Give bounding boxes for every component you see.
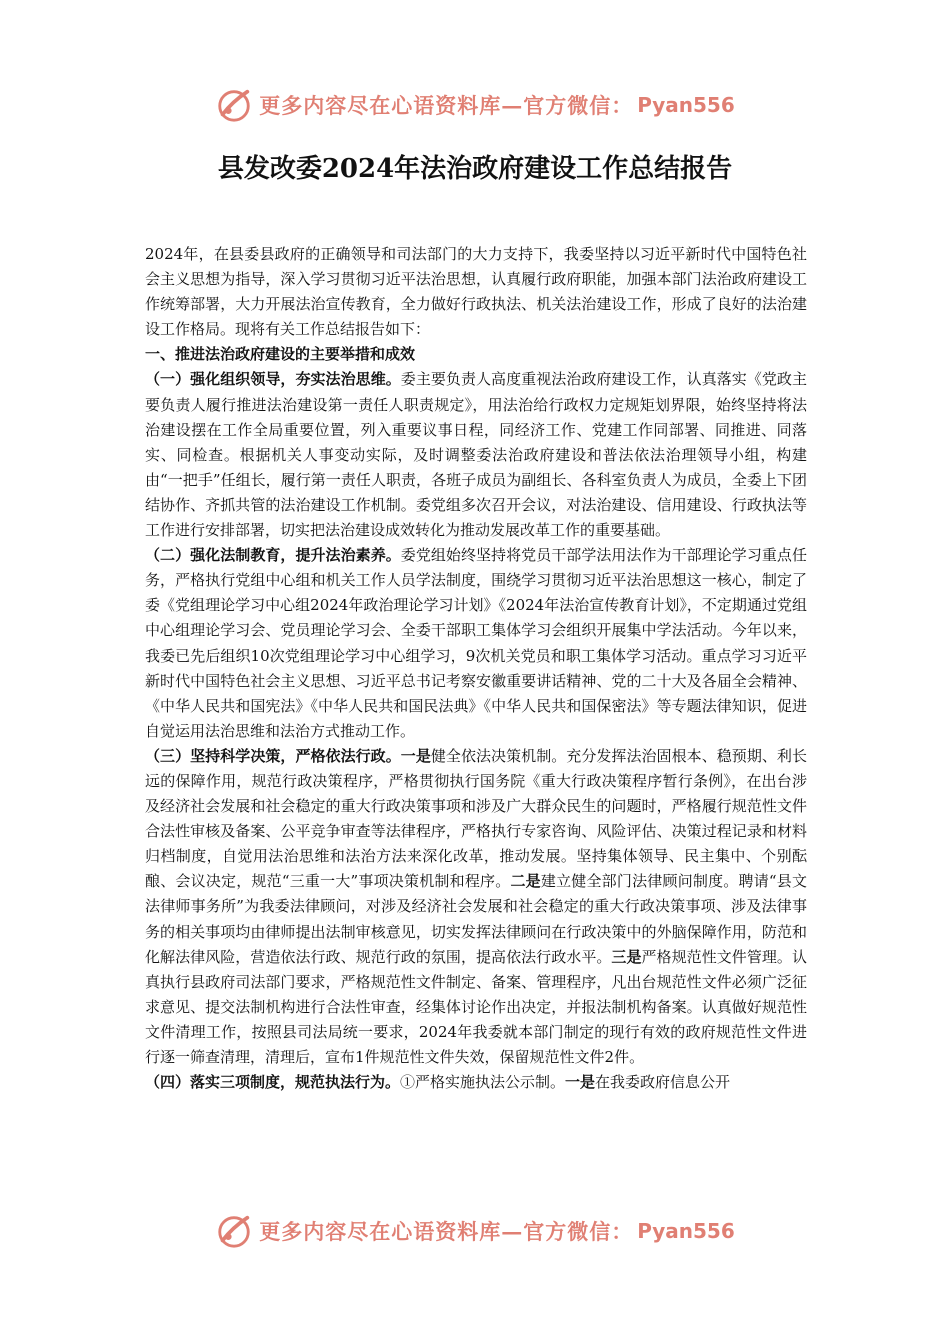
lead-marker: 三是 xyxy=(611,947,642,966)
lead-marker: 二是 xyxy=(510,872,541,891)
paragraph-education xyxy=(145,543,807,744)
section-heading-1: 一、推进法治政府建设的主要举措和成效 xyxy=(145,345,416,364)
brush-logo-icon xyxy=(215,1212,253,1250)
watermark-text: 更多内容尽在心语资料库—官方微信： xyxy=(259,93,634,118)
paragraph-decision xyxy=(145,744,807,1070)
paragraph-text: ①严格实施执法公示制。 xyxy=(400,1073,566,1092)
lead-marker: 一是 xyxy=(565,1073,596,1092)
paragraph-heading: （一）强化组织领导，夯实法治思维。 xyxy=(145,370,401,389)
intro-paragraph: 2024年，在县委县政府的正确领导和司法部门的大力支持下，我委坚持以习近平新时代中国特色社会主义思想为指导，深入学习贯彻习近平法治思想，认真履行政府职能，加强本部门法治政府建设工作统筹部署，大力开展法治宣传教育，全力做好行政执法、机关法治建设工作，形成了良好的法治建设工作格局。现将有关工作总结报告如下： xyxy=(145,245,807,339)
watermark-wechat-id: Pyan556 xyxy=(637,1219,735,1243)
paragraph-heading: （二）强化法制教育，提升法治素养。 xyxy=(145,546,401,565)
document-title: 县发改委2024年法治政府建设工作总结报告 xyxy=(217,154,733,184)
paragraph-text: 在我委政府信息公开 xyxy=(595,1073,731,1092)
paragraph-text: 健全依法决策机制。充分发挥法治固根本、稳预期、利长远的保障作用，规范行政决策程序，严格贯彻执行国务院《重大行政决策程序暂行条例》，在出台涉及经济社会发展和社会稳定的重大行政决策事项和涉及广大群众民生的问题时，严格履行规范性文件合法性审核及备案、公平竞争审查等法律程序，严格执行专家咨询、风险评估、决策过程记录和材料归档制度，自觉用法治思维和法治方法来深化改革，推动发展。坚持集体领导、民主集中、个别酝酿、会议决定，规范“三重一大”事项决策机制和程序。 xyxy=(145,746,807,891)
paragraph-text: 建立健全部门法律顾问制度。聘请“县文法律师事务所”为我委法律顾问，对涉及经济社会发展和社会稳定的重大行政决策事项、涉及法律事务的相关事项均由律师提出法制审核意见，切实发挥法律顾问在行政决策中的外脑保障作用，防范和化解法律风险，营造依法行政、规范行政的氛围，提高依法行政水平。 xyxy=(145,872,807,966)
paragraph-text: 委党组始终坚持将党员干部学法用法作为干部理论学习重点任务，严格执行党组中心组和机关工作人员学法制度，围绕学习贯彻习近平法治思想这一核心，制定了委《党组理论学习中心组2024年政治理论学习计划》《2024年法治宣传教育计划》，不定期通过党组中心组理论学习会、党员理论学习会、全委干部职工集体学习会组织开展集中学法活动。今年以来，我委已先后组织10次党组理论学习中心组学习，9次机关党员和职工集体学习活动。重点学习习近平新时代中国特色社会主义思想、习近平总书记考察安徽重要讲话精神、党的二十大及各届全会精神、《中华人民共和国宪法》《中华人民共和国民法典》《中华人民共和国保密法》等专题法律知识，促进自觉运用法治思维和法治方式推动工作。 xyxy=(145,546,807,740)
lead-marker: 一是 xyxy=(400,746,431,765)
watermark-text: 更多内容尽在心语资料库—官方微信： xyxy=(259,1219,634,1244)
watermark-banner-bottom xyxy=(0,1206,950,1256)
brush-logo-icon xyxy=(215,86,253,124)
paragraph-enforcement xyxy=(145,1070,807,1095)
paragraph-heading: （三）坚持科学决策，严格依法行政。 xyxy=(145,746,401,765)
paragraph-text: 严格规范性文件管理。认真执行县政府司法部门要求，严格规范性文件制定、备案、管理程序，凡出台规范性文件必须广泛征求意见、提交法制机构进行合法性审查，经集体讨论作出决定，并报法制机构备案。认真做好规范性文件清理工作，按照县司法局统一要求，2024年我委就本部门制定的现行有效的政府规范性文件进行逐一筛查清理，清理后，宣布1件规范性文件失效，保留规范性文件2件。 xyxy=(145,947,807,1066)
document-body xyxy=(145,242,807,1095)
paragraph-heading: （四）落实三项制度，规范执法行为。 xyxy=(145,1073,401,1092)
watermark-banner-top xyxy=(0,80,950,130)
paragraph-text: 委主要负责人高度重视法治政府建设工作，认真落实《党政主要负责人履行推进法治建设第一责任人职责规定》，用法治给行政权力定规矩划界限，始终坚持将法治建设摆在工作全局重要位置，列入重要议事日程，同经济工作、党建工作同部署、同推进、同落实、同检查。根据机关人事变动实际，及时调整委法治政府建设和普法依法治理领导小组，构建由“一把手”任组长，履行第一责任人职责，各班子成员为副组长、各科室负责人为成员，全委上下团结协作、齐抓共管的法治建设工作机制。委党组多次召开会议，对法治建设、信用建设、行政执法等工作进行安排部署，切实把法治建设成效转化为推动发展改革工作的重要基础。 xyxy=(145,370,807,540)
paragraph-organization xyxy=(145,367,807,543)
watermark-wechat-id: Pyan556 xyxy=(637,93,735,117)
